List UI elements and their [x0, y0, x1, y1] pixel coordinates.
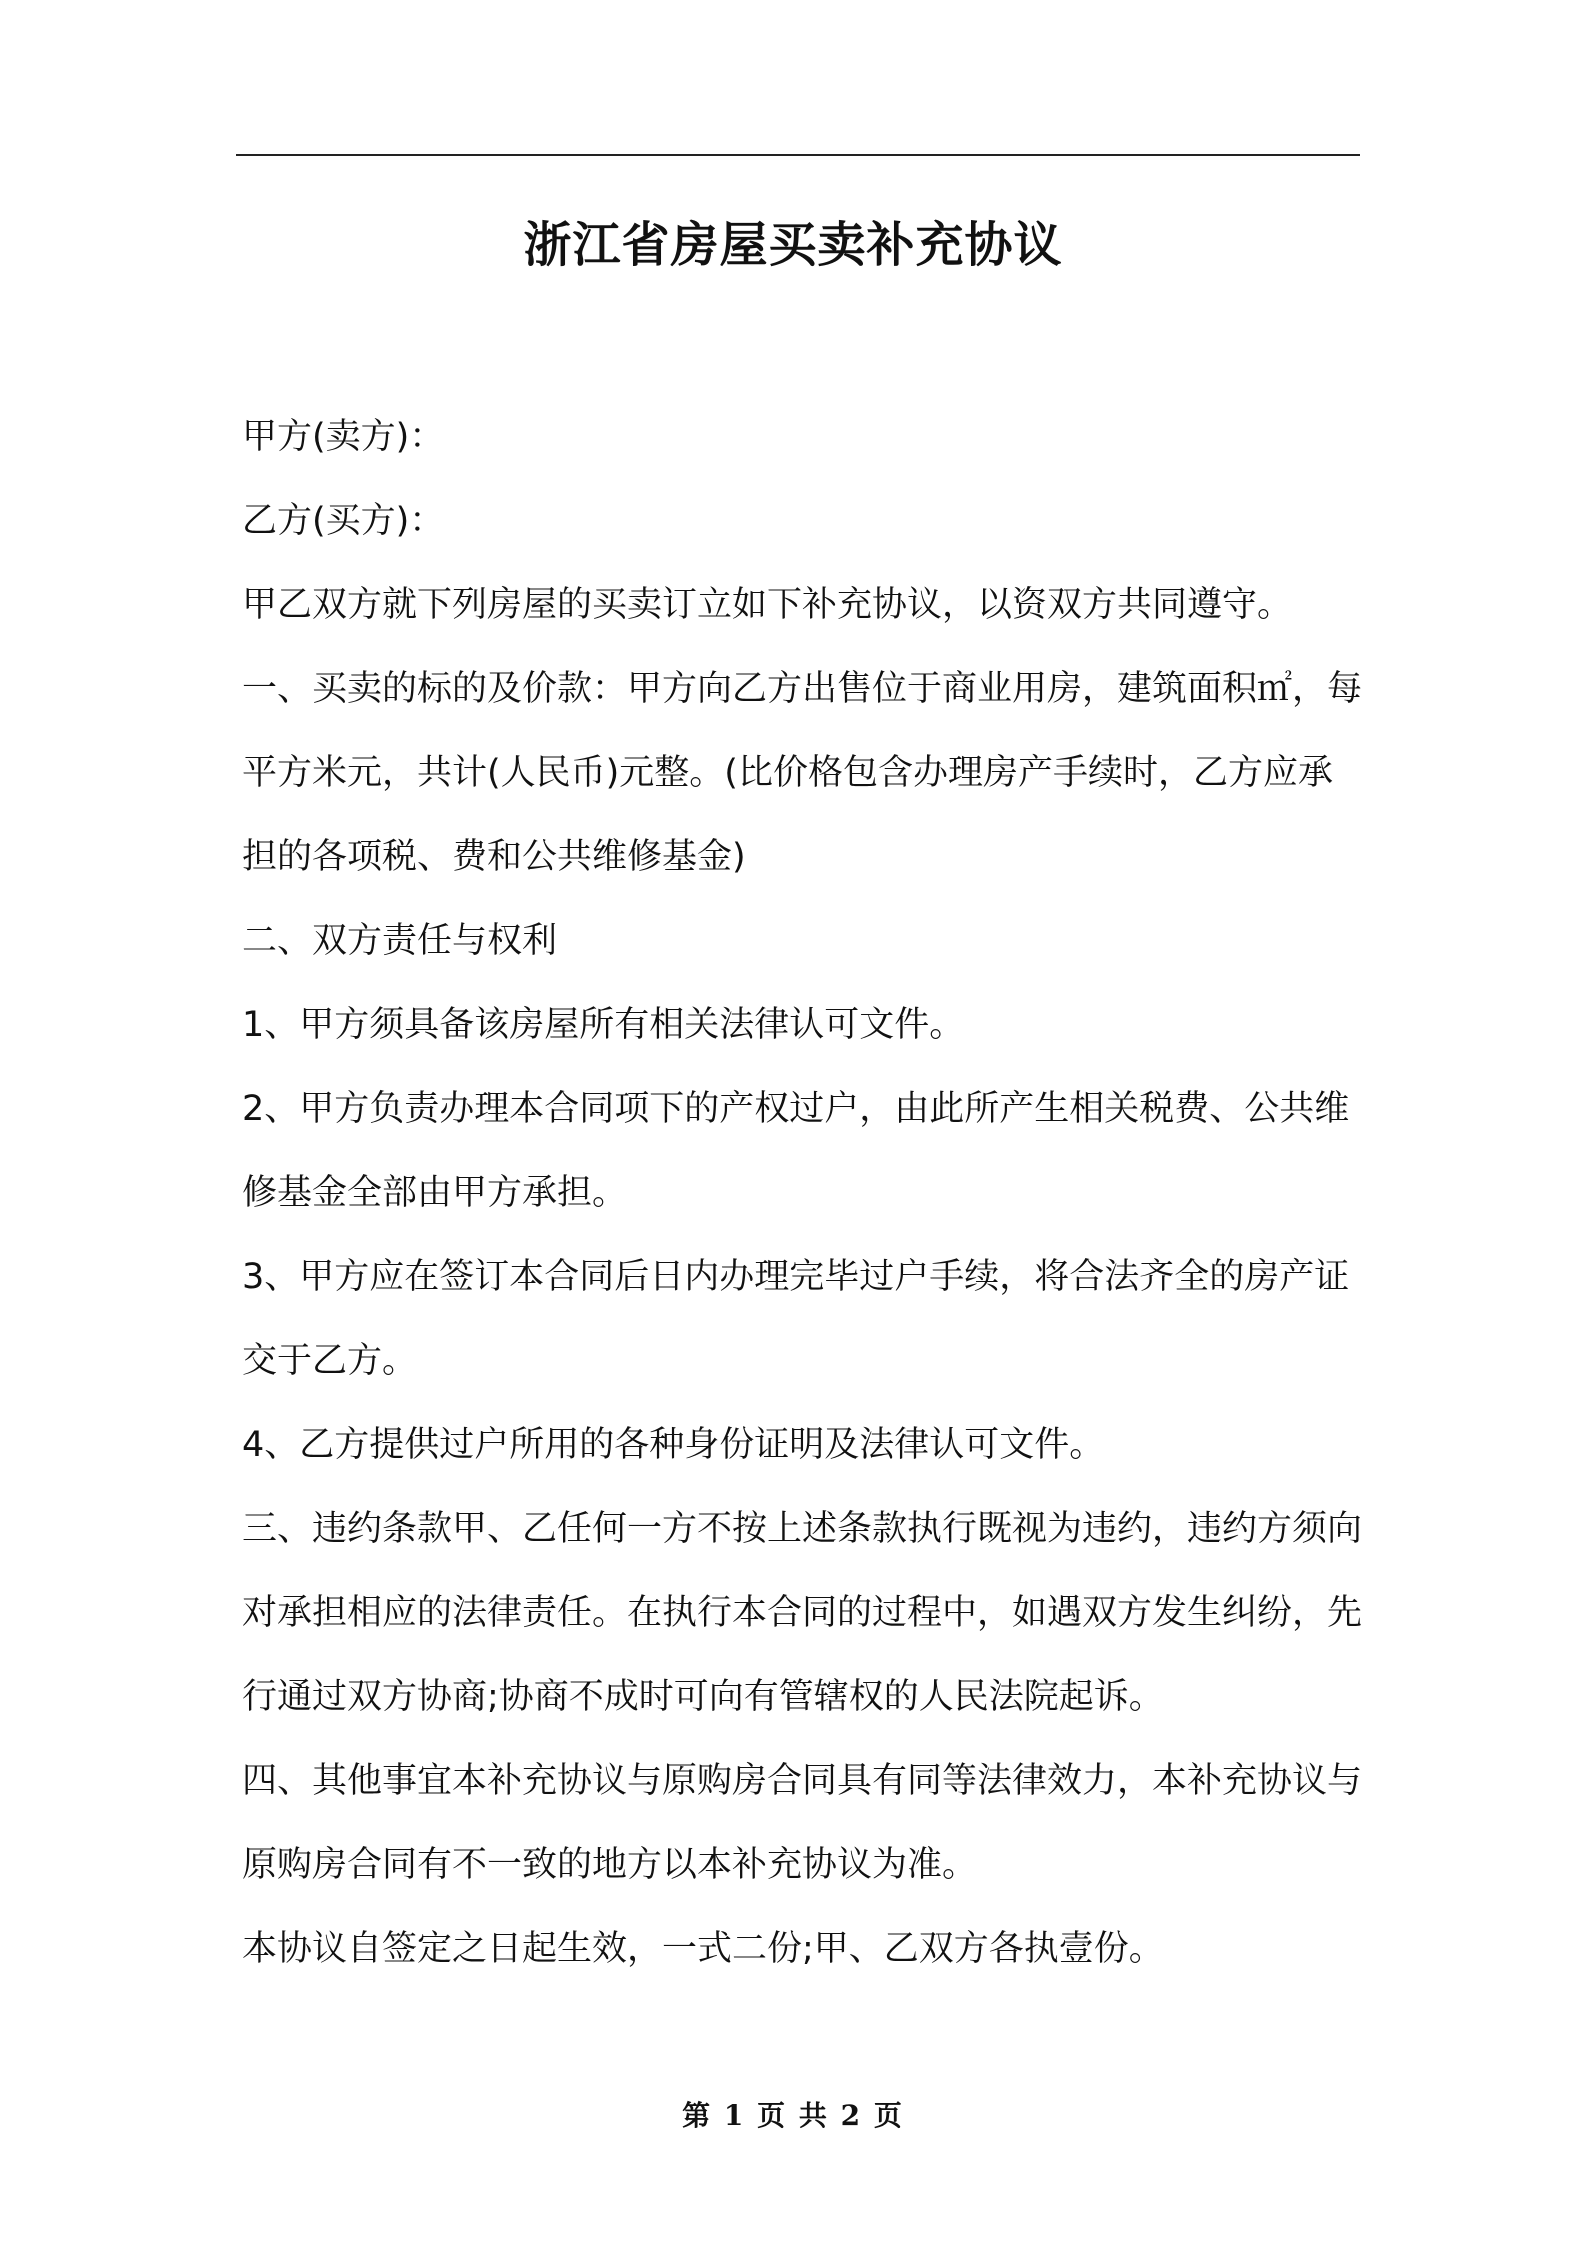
paragraph-clause-1: 一、买卖的标的及价款：甲方向乙方出售位于商业用房，建筑面积㎡，每平方米元，共计(人民币)元整。(比价格包含办理房产手续时，乙方应承担的各项税、费和公共维修基金)	[242, 669, 1363, 877]
paragraph-clause-4: 四、其他事宜本补充协议与原购房合同具有同等法律效力，本补充协议与原购房合同有不一致的地方以本补充协议为准。	[242, 1761, 1363, 1885]
paragraph-item-4: 4、乙方提供过户所用的各种身份证明及法律认可文件。	[242, 1425, 1105, 1465]
page-footer: 第 1 页 共 2 页	[682, 2099, 904, 2132]
paragraph-clause-3: 三、违约条款甲、乙任何一方不按上述条款执行既视为违约，违约方须向对承担相应的法律责任。在执行本合同的过程中，如遇双方发生纠纷，先行通过双方协商;协商不成时可向有管辖权的人民法院起诉。	[242, 1509, 1363, 1717]
paragraph-intro: 甲乙双方就下列房屋的买卖订立如下补充协议，以资双方共同遵守。	[242, 585, 1293, 625]
paragraph-clause-2-heading: 二、双方责任与权利	[242, 921, 558, 961]
paragraph-party-b: 乙方(买方)：	[242, 501, 445, 541]
header-rule	[236, 154, 1360, 156]
paragraph-item-3: 3、甲方应在签订本合同后日内办理完毕过户手续，将合法齐全的房产证交于乙方。	[242, 1257, 1350, 1381]
paragraph-item-2: 2、甲方负责办理本合同项下的产权过户，由此所产生相关税费、公共维修基金全部由甲方承担。	[242, 1089, 1350, 1213]
paragraph-effective: 本协议自签定之日起生效，一式二份;甲、乙双方各执壹份。	[242, 1929, 1164, 1969]
document-title: 浙江省房屋买卖补充协议	[523, 217, 1063, 273]
document-body	[242, 395, 1367, 1991]
paragraph-party-a: 甲方(卖方)：	[242, 417, 445, 457]
paragraph-item-1: 1、甲方须具备该房屋所有相关法律认可文件。	[242, 1005, 965, 1045]
